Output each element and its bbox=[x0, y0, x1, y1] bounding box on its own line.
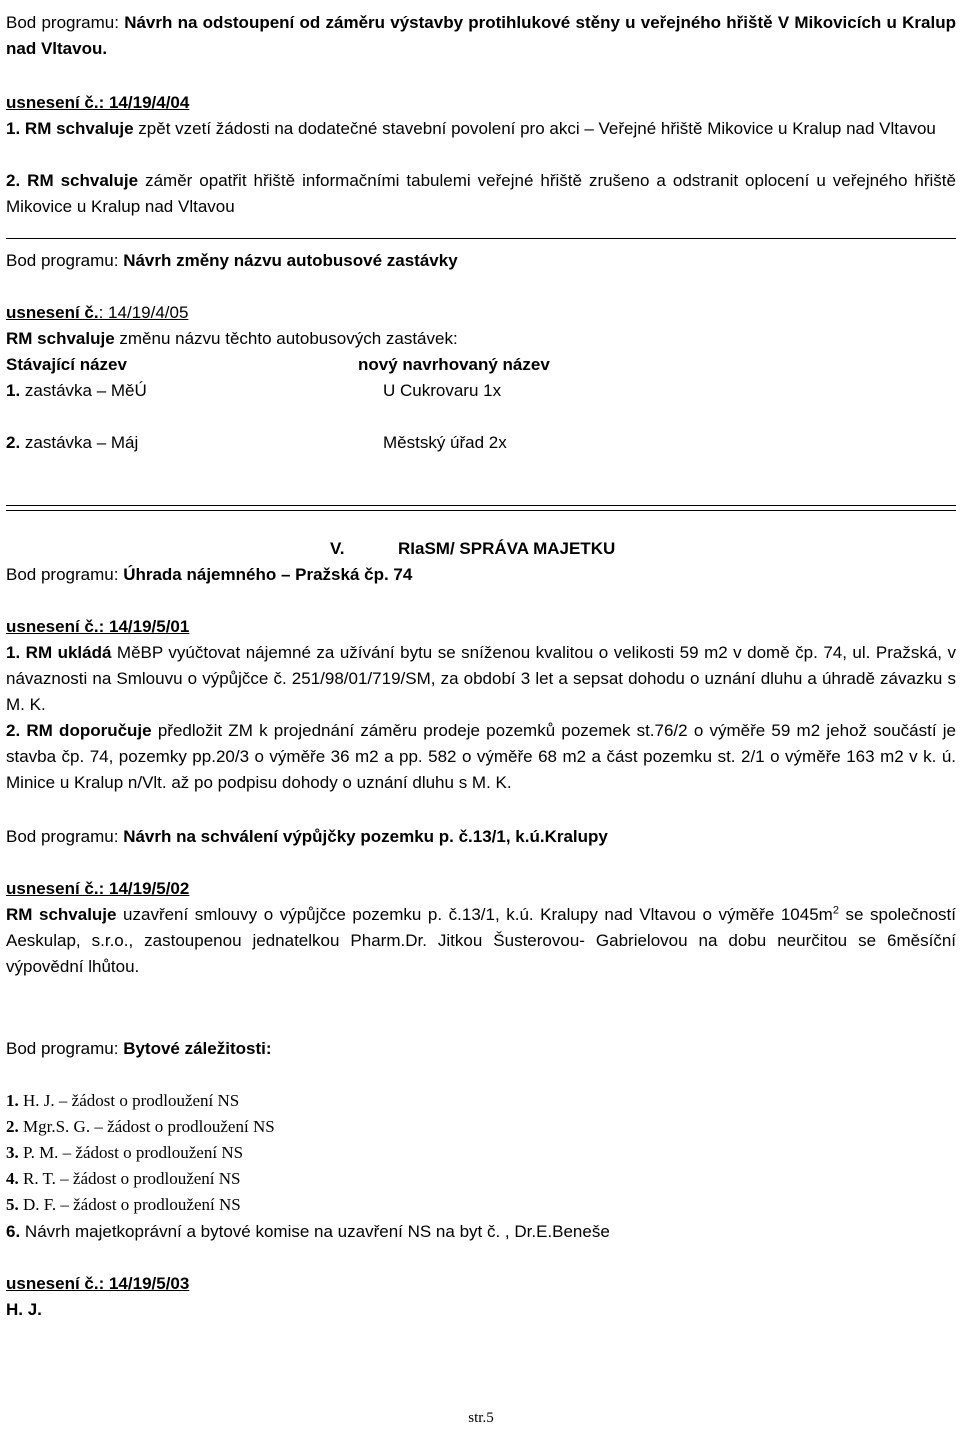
agenda-item-title: Bod programu: Návrh na odstoupení od záměru výstavby protihlukové stěny u veřejného hřiště V Mikovicích u Kralup nad Vltavou. bbox=[6, 13, 956, 58]
section-divider bbox=[6, 238, 956, 239]
resolution-number: usnesení č.: 14/19/5/02 bbox=[6, 879, 190, 898]
page-number: str.5 bbox=[468, 1410, 494, 1426]
resolution-item: 1. RM ukládá MěBP vyúčtovat nájemné za užívání bytu se sníženou kvalitou o velikosti 59 m2 v domě čp. 74, ul. Pražská, v návaznosti na Smlouvu o výpůjčce č. 251/98/01/719/SM, za období 3 let a sepsat dohodu o uznání dluhu a úhradě závazku s M. K. bbox=[6, 643, 956, 714]
agenda-item-title: Bod programu: Bytové záležitosti: bbox=[6, 1039, 272, 1058]
table-row: 1. zastávka – MěÚ U Cukrovaru 1x bbox=[6, 381, 502, 400]
resolution-number: usnesení č.: 14/19/5/03 bbox=[6, 1274, 190, 1293]
resolution-number: usnesení č.: 14/19/4/04 bbox=[6, 93, 190, 112]
agenda-item-title: Bod programu: Návrh na schválení výpůjčky pozemku p. č.13/1, k.ú.Kralupy bbox=[6, 827, 608, 846]
column-header-old: Stávající název bbox=[6, 355, 127, 374]
list-item: 4. R. T. – žádost o prodloužení NS bbox=[6, 1169, 241, 1188]
list-item: 3. P. M. – žádost o prodloužení NS bbox=[6, 1143, 244, 1162]
resolution-item: 2. RM schvaluje záměr opatřit hřiště informačními tabulemi veřejné hřiště zrušeno a odstranit oplocení u veřejného hřiště Mikovice u Kralup nad Vltavou bbox=[6, 171, 956, 216]
table-header bbox=[6, 352, 956, 378]
agenda-item-title: Bod programu: Návrh změny názvu autobusové zastávky bbox=[6, 251, 458, 270]
resolution-item: 1. RM schvaluje zpět vzetí žádosti na dodatečné stavební povolení pro akci – Veřejné hřiště Mikovice u Kralup nad Vltavou bbox=[6, 119, 936, 138]
section-divider bbox=[6, 510, 956, 511]
list-item: 6. Návrh majetkoprávní a bytové komise na uzavření NS na byt č. , Dr.E.Beneše bbox=[6, 1222, 610, 1241]
list-item: 1. H. J. – žádost o prodloužení NS bbox=[6, 1091, 240, 1110]
resolution-number: usnesení č.: 14/19/4/05 bbox=[6, 303, 189, 322]
resolution-text: RM schvaluje uzavření smlouvy o výpůjčce pozemku p. č.13/1, k.ú. Kralupy nad Vltavou o výměře $1045m^2$ se společností Aeskulap, s.r.o., zastoupenou jednatelkou Pharm.Dr. Jitkou Šusterovou- Gabrielovou na dobu neurčitou se 6měsíční výpovědní lhůtou. bbox=[6, 904, 956, 976]
agenda-item-title: Bod programu: Úhrada nájemného – Pražská čp. 74 bbox=[6, 565, 413, 584]
table-row: 2. zastávka – Máj Městský úřad 2x bbox=[6, 433, 507, 452]
resolution-number: usnesení č.: 14/19/5/01 bbox=[6, 617, 190, 636]
resolution-item: 2. RM doporučuje předložit ZM k projednání záměru prodeje pozemků pozemek st.76/2 o výměře 59 m2 jehož součástí je stavba čp. 74, pozemky pp.20/3 o výměře 36 m2 a pp. 582 o výměře 68 m2 a část pozemku st. 2/1 o výměře 163 m2 v k. ú. Minice u Kralup n/Vlt. až po podpisu dohody o uznání dluhu s M. K. bbox=[6, 721, 956, 792]
person-initials: H. J. bbox=[6, 1300, 42, 1319]
section-divider bbox=[6, 505, 956, 506]
list-item: 2. Mgr.S. G. – žádost o prodloužení NS bbox=[6, 1117, 275, 1136]
column-header-new: nový navrhovaný název bbox=[358, 355, 550, 374]
resolution-text: RM schvaluje změnu názvu těchto autobusových zastávek: bbox=[6, 329, 458, 348]
list-item: 5. D. F. – žádost o prodloužení NS bbox=[6, 1195, 241, 1214]
